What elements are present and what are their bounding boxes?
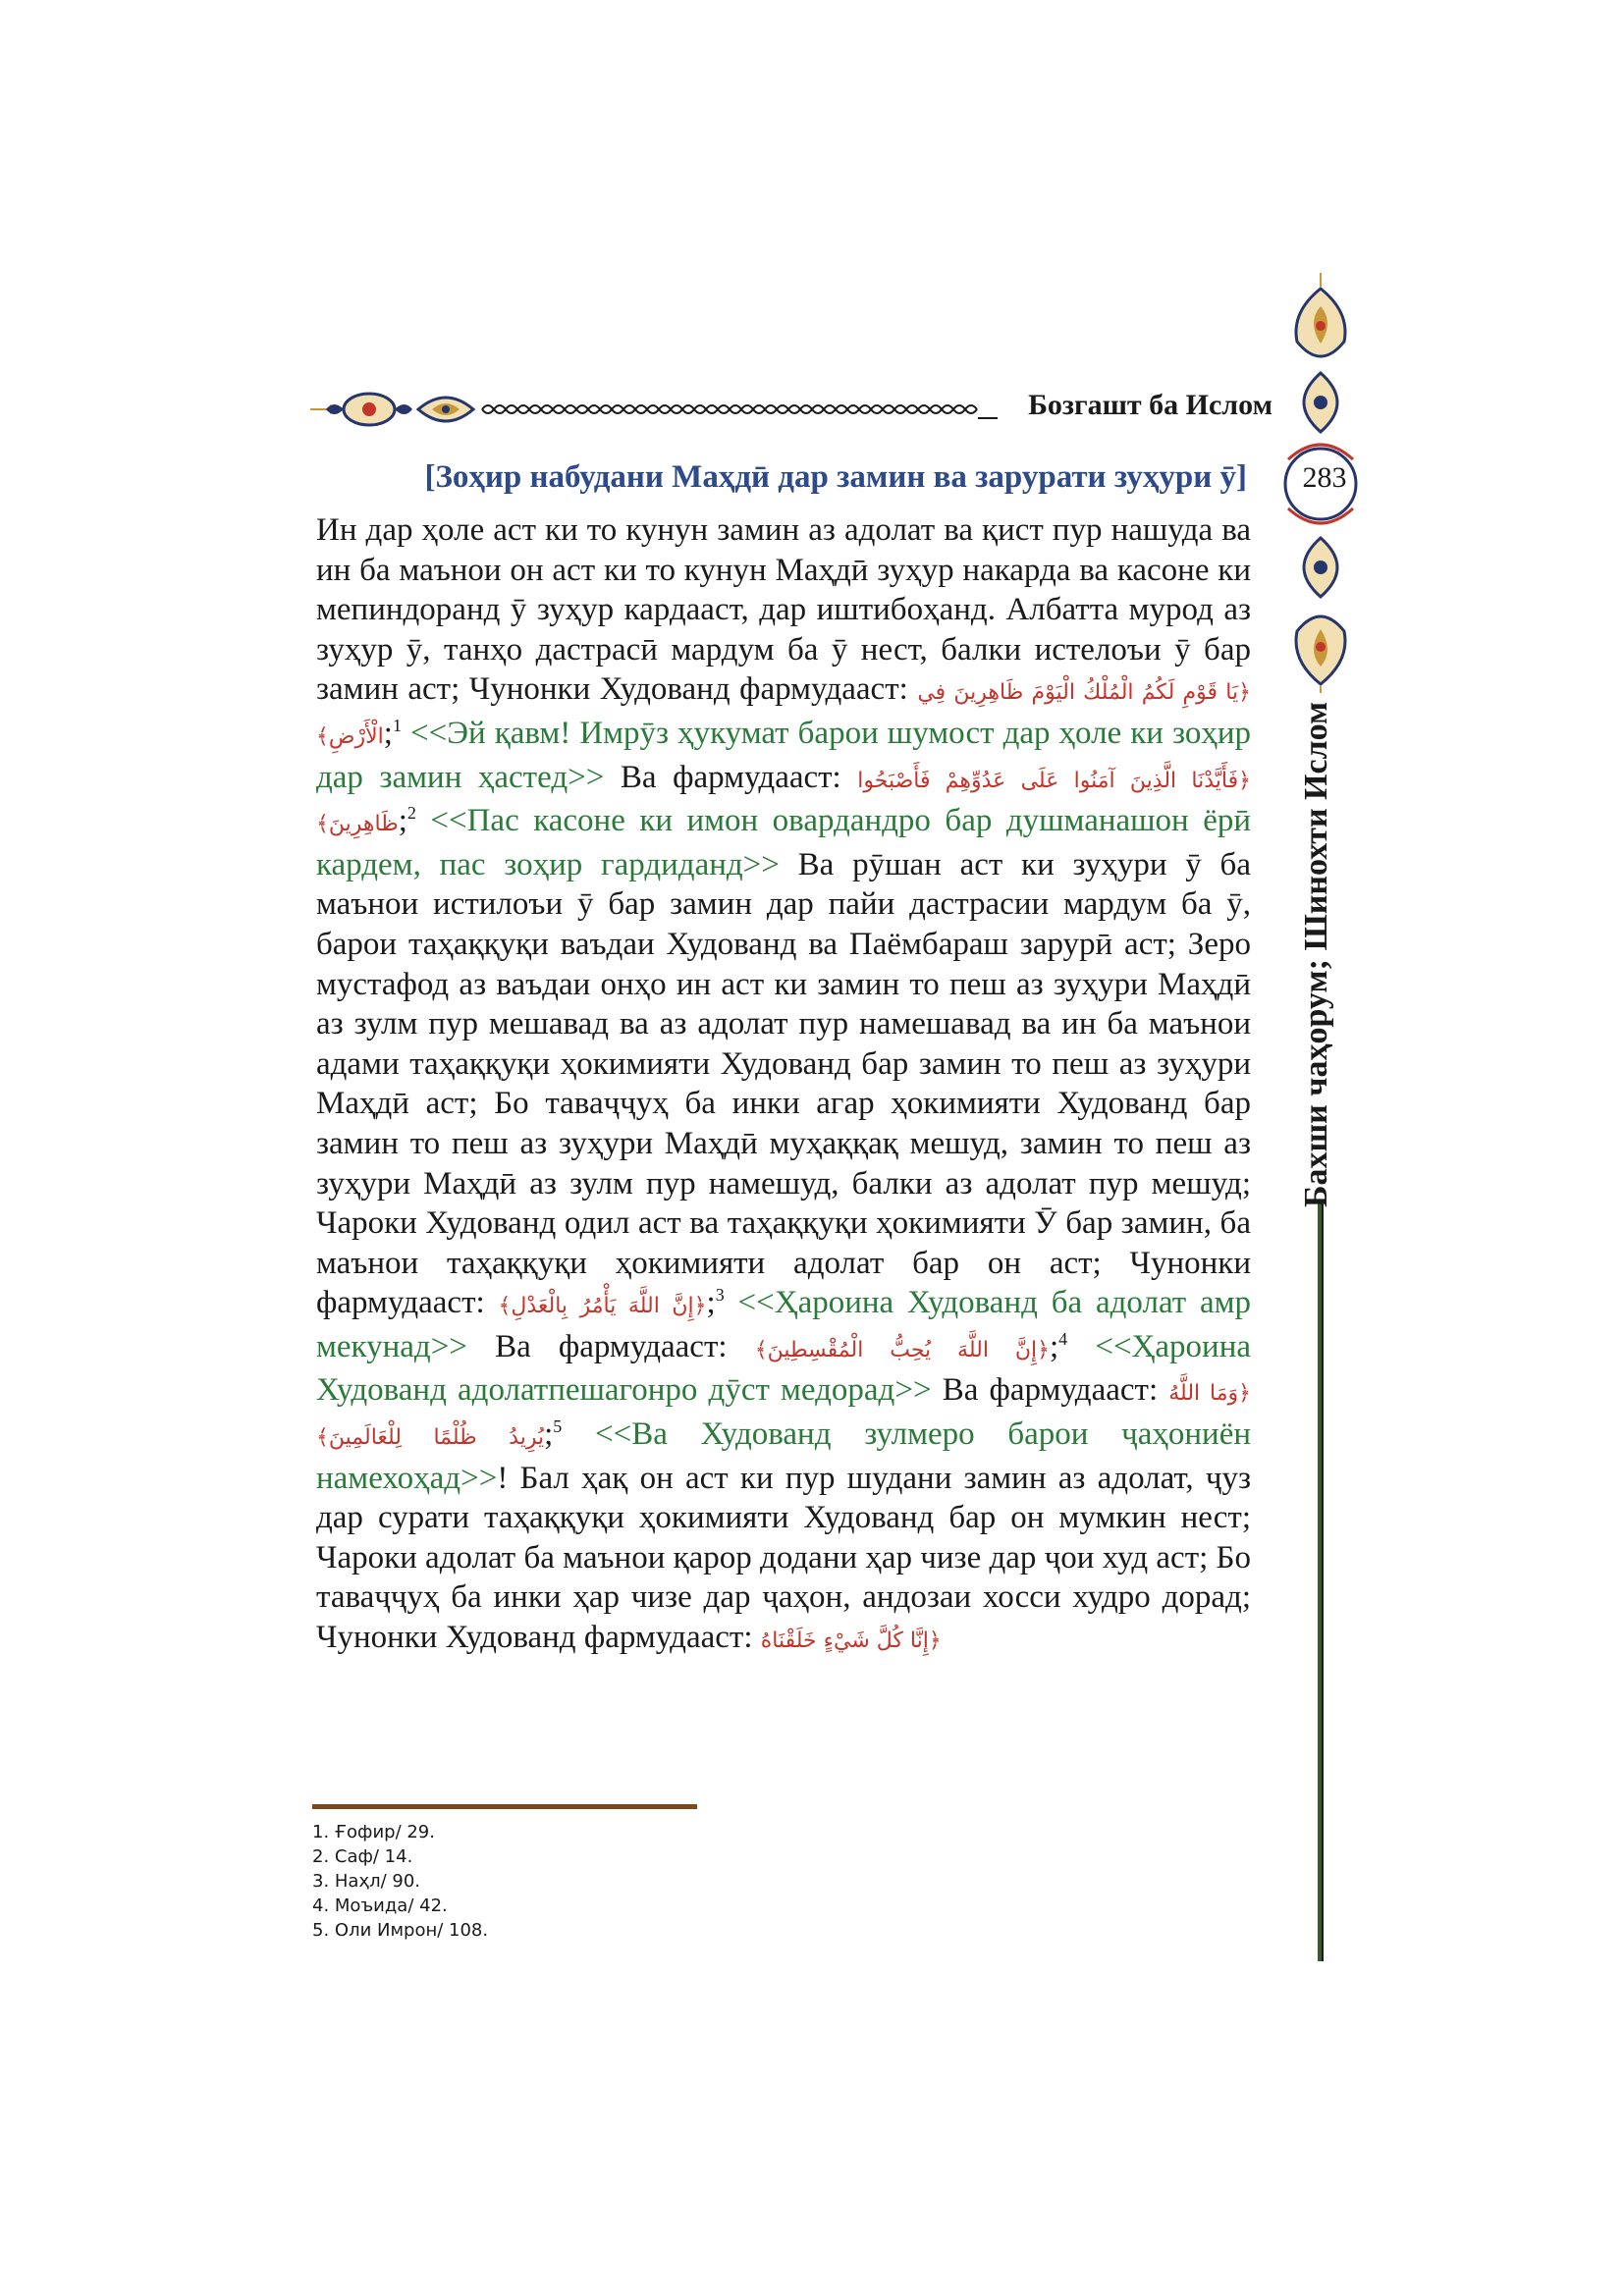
body-paragraph: Ва рӯшан аст ки зуҳури ӯ ба маънои истилоъи ӯ бар замин дар пайи дастрасии мардум ба ӯ, барои таҳаққуқи ваъдаи Худованд ва Паёмбараш зарурӣ аст; Зеро мустафод аз ваъдаи онҳо ин аст ки замин то пеш аз зуҳури Маҳдӣ аз зулм пур мешавад ва аз адолат пур намешавад ва ин ба маънои адами таҳаққуқи ҳокимияти Худованд бар замин то пеш аз зуҳури Маҳдӣ аст; Бо таваҷҷуҳ ба инки агар ҳокимияти Худованд бар замин то пеш аз зуҳури Маҳдӣ муҳаққақ мешуд, замин то пеш аз зуҳури Маҳдӣ аз зулм пур намешуд, балки аз адолат пур мешуд; Чароки Худованд одил аст ва таҳаққуқи ҳокимияти Ӯ бар замин, ба маънои таҳаққуқи ҳокимияти адолат бар он аст; Чунонки фармудааст: [316, 846, 1251, 1321]
footnote-ref: 1 [392, 715, 402, 735]
quran-quote: ﴿إِنَّا كُلَّ شَيْءٍ خَلَقْنَاهُ [760, 1629, 942, 1654]
quran-quote: ﴿يَا قَوْمِ لَكُمُ الْمُلْكُ الْيَوْمَ ظَاهِرِينَ فِي الْأَرْضِ﴾ [316, 680, 1251, 749]
footnotes [312, 1820, 488, 1943]
footnote-item: 5. Оли Имрон/ 108. [312, 1920, 489, 1941]
body-paragraph: ! Бал ҳақ он аст ки пур шудани замин аз адолат, ҷуз дар сурати таҳаққуқи ҳокимияти Худованд бар он мумкин нест; Чароки адолат ба маънои қарор додани ҳар чизе дар ҷои худ аст; Бо таваҷҷуҳ ба инки ҳар чизе дар ҷаҳон, андозаи хосси худро дорад; Чунонки Худованд фармудааст: [316, 1460, 1251, 1656]
footnote-item: 3. Наҳл/ 90. [312, 1871, 421, 1892]
header-ornament-icon [310, 385, 998, 434]
quote-translation: <<Эй қавм! Имрӯз ҳукумат барои шумост дар ҳоле ки зоҳир дар замин ҳастед>> [316, 715, 1251, 795]
quote-translation: <<Ва Худованд зулмеро барои ҷаҳониён намехоҳад>> [316, 1416, 1252, 1496]
quran-quote: ﴿إِنَّ اللَّهَ يَأْمُرُ بِالْعَدْلِ﴾ [498, 1294, 707, 1319]
body-text: Ин дар ҳоле аст ки то кунун замин аз адолат ва қист пур нашуда ва ин ба маънои он аст ки то кунун Маҳдӣ зуҳур накарда ва касоне ки мепиндоранд ӯ зуҳур кардааст, дар иштибоҳанд. Албатта мурод аз зуҳур ӯ, танҳо дастрасӣ мардум ба ӯ нест, балки истелоъи ӯ бар замин аст; Чунонки Худованд фармудааст: ﴿يَا قَوْمِ لَكُمُ الْمُلْكُ الْيَوْمَ ظَاهِرِينَ فِي الْأَرْضِ﴾;$^1$ <<Эй қавм! Имрӯз ҳукумат барои шумост дар ҳоле ки зоҳир дар замин ҳастед>> Ва фармудааст: ﴿فَأَيَّدْنَا الَّذِينَ آمَنُوا عَلَى عَدُوِّهِمْ فَأَصْبَحُوا ظَاهِرِينَ﴾;$^2$ <<Пас касоне ки имон овардандро бар душманашон ёрӣ кардем, пас зоҳир гардиданд>> Ва рӯшан аст ки зуҳури ӯ ба маънои истилоъи ӯ бар замин дар пайи дастрасии мардум ба ӯ, барои таҳаққуқи ваъдаи Худованд ва Паёмбараш зарурӣ аст; Зеро мустафод аз ваъдаи онҳо ин аст ки замин то пеш аз зуҳури Маҳдӣ аз зулм пур мешавад ва аз адолат пур намешавад ва ин ба маънои адами таҳаққуқи ҳокимияти Худованд бар замин то пеш аз зуҳури Маҳдӣ аст; Бо таваҷҷуҳ ба инки агар ҳокимияти Худованд бар замин то пеш аз зуҳури Маҳдӣ муҳаққақ мешуд, замин то пеш аз зуҳури Маҳдӣ аз зулм пур намешуд, балки аз адолат пур мешуд; Чароки Худованд одил аст ва таҳаққуқи ҳокимияти Ӯ бар замин, ба маънои таҳаққуқи ҳокимияти адолат бар он аст; Чунонки фармудааст: ﴿إِنَّ اللَّهَ يَأْمُرُ بِالْعَدْلِ﴾;$^3$ <<Ҳароина Худованд ба адолат амр мекунад>> Ва фармудааст: ﴿إِنَّ اللَّهَ يُحِبُّ الْمُقْسِطِينَ﴾;$^4$ <<Ҳароина Худованд адолатпешагонро дӯст медорад>> Ва фармудааст: ﴿وَمَا اللَّهُ يُرِيدُ ظُلْمًا لِلْعَالَمِينَ﴾;$^5$ <<Ва Худованд зулмеро барои ҷаҳониён намехоҳад>>! Бал ҳақ он аст ки пур шудани замин аз адолат, ҷуз дар сурати таҳаққуқи ҳокимияти Худованд бар он мумкин нест; Чароки адолат ба маънои қарор додани ҳар чизе дар ҷои худ аст; Бо таваҷҷуҳ ба инки ҳар чизе дар ҷаҳон, андозаи хосси худро дорад; Чунонки Худованд фармудааст: ﴿إِنَّا كُلَّ شَيْءٍ خَلَقْنَاهُ [316, 512, 1252, 1656]
quran-quote: ﴿فَأَيَّدْنَا الَّذِينَ آمَنُوا عَلَى عَدُوِّهِمْ فَأَصْبَحُوا ظَاهِرِينَ﴾ [316, 768, 1252, 837]
footnote-ref: 2 [406, 803, 416, 824]
footnote-item: 2. Саф/ 14. [312, 1846, 413, 1867]
footnote-ref: 5 [553, 1416, 563, 1437]
body-paragraph: Ва фармудааст: [604, 759, 858, 795]
footnote-divider [312, 1804, 697, 1809]
body-paragraph: Ин дар ҳоле аст ки то кунун замин аз адолат ва қист пур нашуда ва ин ба маънои он аст ки то кунун Маҳдӣ зуҳур накарда ва касоне ки мепиндоранд ӯ зуҳур кардааст, дар иштибоҳанд. Албатта мурод аз зуҳур ӯ, танҳо дастрасӣ мардум ба ӯ нест, балки истелоъи ӯ бар замин аст; Чунонки Худованд фармудааст: [316, 512, 1251, 708]
body-paragraph: Ва фармудааст: [466, 1328, 755, 1364]
quote-translation: <<Ҳароина Худованд ба адолат амр мекунад>> [316, 1285, 1251, 1364]
quran-quote: ﴿وَمَا اللَّهُ يُرِيدُ ظُلْمًا لِلْعَالَمِينَ﴾ [316, 1381, 1252, 1451]
footnote-item: 1. Ғофир/ 29. [312, 1822, 435, 1842]
footnote-ref: 4 [1058, 1328, 1068, 1349]
body-paragraph: Ва фармудааст: [931, 1372, 1169, 1409]
quote-translation: <<Пас касоне ки имон овардандро бар душманашон ёрӣ кардем, пас зоҳир гардиданд>> [316, 803, 1252, 882]
footnote-item: 4. Моъида/ 42. [312, 1896, 448, 1916]
running-header [310, 385, 1272, 434]
side-title: Бахши чаҳорум; Шинохти Ислом [1298, 701, 1334, 1207]
header-title: Бозгашт ба Ислом [1028, 389, 1272, 421]
section-title: [Зоҳир набудани Маҳдӣ дар замин ва зарурати зуҳури ӯ] [424, 459, 1247, 495]
quran-quote: ﴿إِنَّ اللَّهَ يُحِبُّ الْمُقْسِطِينَ﴾ [754, 1337, 1050, 1362]
footnote-ref: 3 [715, 1285, 725, 1306]
page-number: 283 [1302, 461, 1347, 494]
quote-translation: <<Ҳароина Худованд адолатпешагонро дӯст медорад>> [316, 1328, 1251, 1409]
